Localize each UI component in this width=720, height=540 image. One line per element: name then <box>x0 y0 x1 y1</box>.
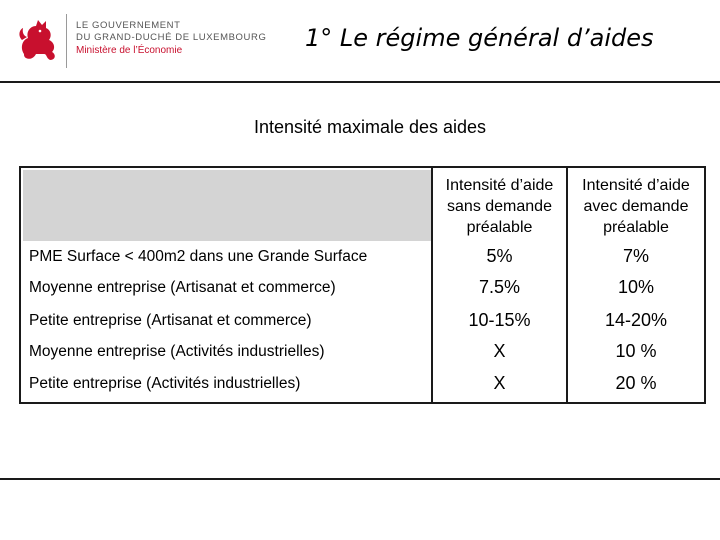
cell-with-request: 20 % <box>615 373 657 393</box>
government-wordmark <box>76 20 266 57</box>
cell-with-request: 10% <box>617 277 655 297</box>
bottom-rule <box>0 478 720 480</box>
cell-without-request: 7.5% <box>478 277 521 297</box>
table-caption: Intensité maximale des aides <box>253 117 487 137</box>
cell-without-request: 5% <box>486 246 513 266</box>
column-header-line: Intensité d’aide <box>582 177 690 194</box>
column-header-with-request <box>568 175 704 238</box>
column-header-without-request <box>433 175 566 238</box>
ministry-name: Ministère de l’Économie <box>76 45 183 56</box>
column-header-line: sans demande <box>447 198 552 215</box>
logo-line-2: DU GRAND-DUCHÉ DE LUXEMBOURG <box>76 32 267 43</box>
cell-with-request: 14-20% <box>604 310 668 330</box>
column-header-line: préalable <box>466 219 533 236</box>
row-label: Moyenne entreprise (Activités industrielles) <box>29 343 325 360</box>
cell-without-request: X <box>493 373 506 393</box>
row-label: Petite entreprise (Artisanat et commerce) <box>29 312 312 329</box>
table-header-blank-cell <box>23 170 433 241</box>
cell-with-request: 7% <box>622 246 649 266</box>
slide-header <box>0 0 720 82</box>
logo-line-1: LE GOUVERNEMENT <box>76 20 181 31</box>
row-label: Petite entreprise (Activités industrielles) <box>29 375 301 392</box>
slide-title: 1° Le régime général d’aides <box>305 24 654 52</box>
luxembourg-lion-logo-icon <box>16 14 60 64</box>
column-header-line: avec demande <box>583 198 689 215</box>
aid-intensity-table <box>19 166 706 404</box>
cell-without-request: 10-15% <box>468 310 531 330</box>
logo-separator <box>66 14 67 68</box>
column-header-line: Intensité d’aide <box>445 177 554 194</box>
row-label: Moyenne entreprise (Artisanat et commerce) <box>29 279 336 296</box>
row-label: PME Surface < 400m2 dans une Grande Surface <box>29 248 368 265</box>
cell-without-request: X <box>493 341 506 361</box>
cell-with-request: 10 % <box>615 341 657 361</box>
column-header-line: préalable <box>603 219 669 236</box>
top-rule <box>0 81 720 83</box>
